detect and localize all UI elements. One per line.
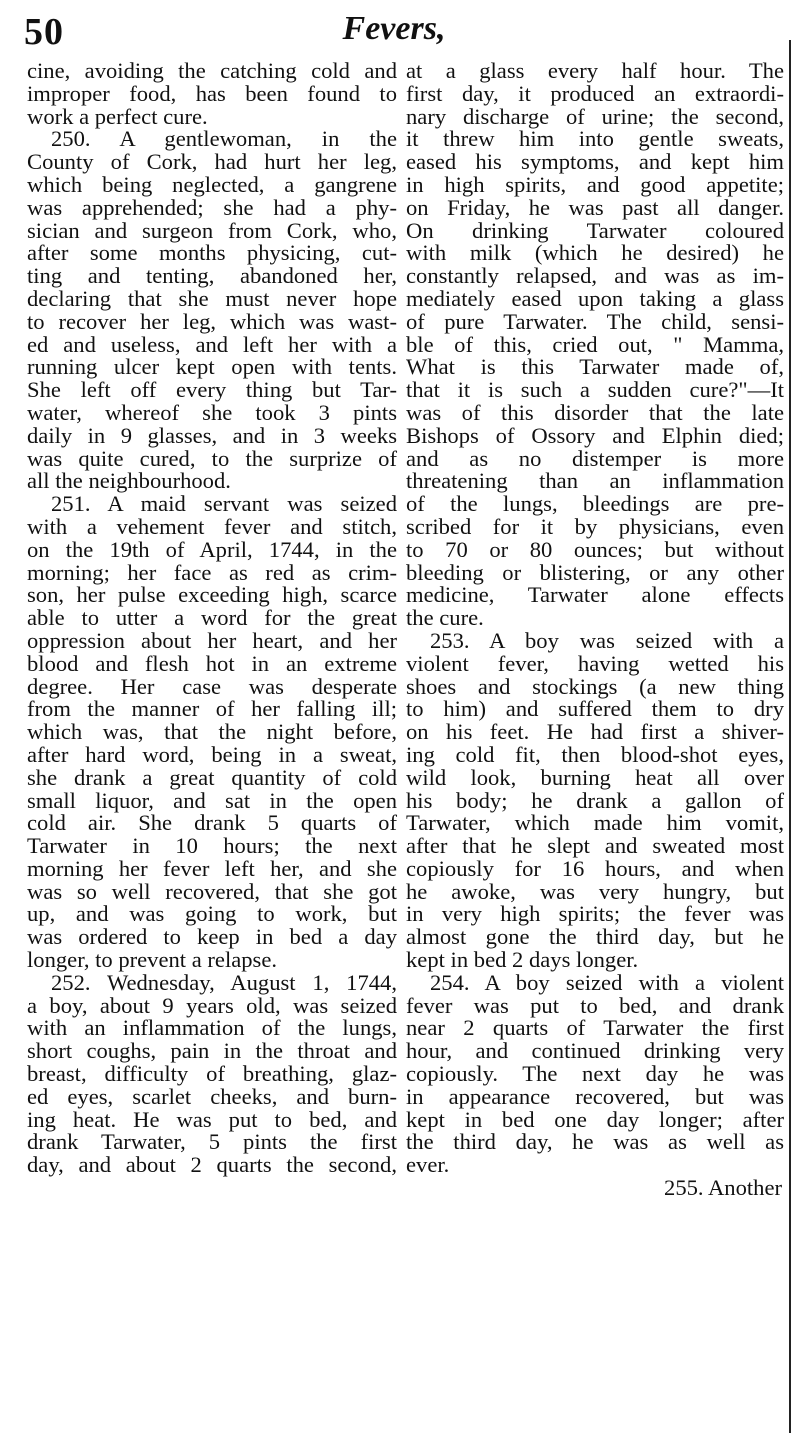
text-line: shoes and stockings (a new thing	[406, 673, 784, 699]
text-line: she drank a great quantity of cold	[27, 764, 397, 790]
text-line: She left off every thing but Tar-	[27, 377, 397, 403]
running-title: Fevers,	[342, 10, 446, 47]
text-line: he awoke, was very hungry, but	[406, 878, 784, 904]
text-line: in appearance recovered, but was	[406, 1083, 784, 1109]
text-line: after hard word, being in a sweat,	[27, 741, 397, 767]
text-line: What is this Tarwater made of,	[406, 354, 784, 380]
text-line: the cure.	[406, 605, 484, 631]
text-line: on the 19th of April, 1744, in the	[27, 536, 397, 562]
right-column	[406, 60, 784, 1200]
text-line: from the manner of her falling ill;	[27, 696, 397, 722]
text-line: kept in bed one day longer; after	[406, 1106, 784, 1132]
text-line: cold air. She drank 5 quarts of	[27, 810, 397, 836]
text-line: son, her pulse exceeding high, scarce	[27, 582, 397, 608]
text-line: declaring that she must never hope	[27, 285, 397, 311]
text-line: morning; her face as red as crim-	[27, 559, 397, 585]
text-line: ble of this, cried out, " Mamma,	[406, 331, 784, 357]
text-line: in very high spirits; the fever was	[406, 901, 784, 927]
text-line: threatening than an inflammation	[406, 468, 784, 494]
text-line: first day, it produced an extraordi-	[406, 80, 784, 106]
text-line: of pure Tarwater. The child, sensi-	[406, 308, 784, 334]
text-line: it threw him into gentle sweats,	[406, 126, 784, 152]
text-line: ting and tenting, abandoned her,	[27, 263, 397, 289]
text-line: his body; he drank a gallon of	[406, 787, 784, 813]
text-line: and as no distemper is more	[406, 445, 784, 471]
text-line: was so well recovered, that she got	[27, 878, 397, 904]
text-line: running ulcer kept open with tents.	[27, 354, 397, 380]
text-line: almost gone the third day, but he	[406, 924, 784, 950]
text-line: after that he slept and sweated most	[406, 833, 784, 859]
text-line: up, and was going to work, but	[27, 901, 397, 927]
text-line: to recover her leg, which was wast-	[27, 308, 397, 334]
text-line: improper food, has been found to	[27, 80, 397, 106]
text-line: wild look, burning heat all over	[406, 764, 784, 790]
text-line: fever was put to bed, and drank	[406, 992, 784, 1018]
text-line: was of this disorder that the late	[406, 399, 784, 425]
text-line: On drinking Tarwater coloured	[406, 217, 784, 243]
text-line: in high spirits, and good appetite;	[406, 171, 784, 197]
page-header	[24, 6, 764, 58]
text-line: ever.	[406, 1152, 450, 1178]
text-line: work a perfect cure.	[27, 103, 208, 129]
text-line: nary discharge of urine; the second,	[406, 103, 784, 129]
text-line: the third day, he was as well as	[406, 1129, 784, 1155]
text-line: ed and useless, and left her with a	[27, 331, 397, 357]
paragraph-start-254: 254. A boy seized with a violent	[430, 969, 784, 995]
text-line: degree. Her case was desperate	[27, 673, 397, 699]
text-line: with milk (which he desired) he	[406, 240, 784, 266]
text-line: medicine, Tarwater alone effects	[406, 582, 784, 608]
text-line: on Friday, he was past all danger.	[406, 194, 784, 220]
text-line: was quite cured, to the surprize of	[27, 445, 397, 471]
text-line: violent fever, having wetted his	[406, 650, 784, 676]
text-line: was ordered to keep in bed a day	[27, 924, 397, 950]
text-line: copiously. The next day he was	[406, 1061, 784, 1087]
text-line: sician and surgeon from Cork, who,	[27, 217, 397, 243]
text-line: of the lungs, bleedings are pre-	[406, 491, 784, 517]
text-line: on his feet. He had first a shiver-	[406, 719, 784, 745]
text-line: all the neighbourhood.	[27, 468, 231, 494]
text-line: short coughs, pain in the throat and	[27, 1038, 397, 1064]
paragraph-start-253: 253. A boy was seized with a	[430, 627, 784, 653]
text-line: small liquor, and sat in the open	[27, 787, 397, 813]
text-line: after some months physicing, cut-	[27, 240, 397, 266]
text-line: constantly relapsed, and was as im-	[406, 263, 784, 289]
text-line: longer, to prevent a relapse.	[27, 947, 278, 973]
text-line: which was, that the night before,	[27, 719, 397, 745]
text-line: breast, difficulty of breathing, glaz-	[27, 1061, 397, 1087]
text-line: daily in 9 glasses, and in 3 weeks	[27, 422, 397, 448]
text-line: hour, and continued drinking very	[406, 1038, 784, 1064]
text-line: mediately eased upon taking a glass	[406, 285, 784, 311]
text-line: day, and about 2 quarts the second,	[27, 1152, 397, 1178]
text-line: blood and flesh hot in an extreme	[27, 650, 397, 676]
text-line: kept in bed 2 days longer.	[406, 947, 639, 973]
catchword: 255. Another	[664, 1175, 782, 1201]
paragraph-start-251: 251. A maid servant was seized	[51, 491, 397, 517]
text-line: was apprehended; she had a phy-	[27, 194, 397, 220]
text-line: Bishops of Ossory and Elphin died;	[406, 422, 784, 448]
text-line: which being neglected, a gangrene	[27, 171, 397, 197]
text-line: with a vehement fever and stitch,	[27, 513, 397, 539]
text-line: oppression about her heart, and her	[27, 627, 397, 653]
text-line: bleeding or blistering, or any other	[406, 559, 784, 585]
text-line: at a glass every half hour. The	[406, 58, 784, 83]
text-line: Tarwater, which made him vomit,	[406, 810, 784, 836]
paragraph-start-250: 250. A gentlewoman, in the	[51, 126, 397, 152]
text-line: County of Cork, had hurt her leg,	[27, 149, 397, 175]
text-line: near 2 quarts of Tarwater the first	[406, 1015, 784, 1041]
text-line: ing cold fit, then blood-shot eyes,	[406, 741, 784, 767]
page-edge-rule	[789, 40, 791, 1433]
text-line: able to utter a word for the great	[27, 605, 397, 631]
left-column	[27, 60, 397, 1177]
text-line: Tarwater in 10 hours; the next	[27, 833, 397, 859]
text-line: scribed for it by physicians, even	[406, 513, 784, 539]
text-line: water, whereof she took 3 pints	[27, 399, 397, 425]
page-number: 50	[24, 11, 64, 53]
text-line: drank Tarwater, 5 pints the first	[27, 1129, 397, 1155]
text-line: copiously for 16 hours, and when	[406, 855, 784, 881]
paragraph-start-252: 252. Wednesday, August 1, 1744,	[51, 969, 397, 995]
text-line: to him) and suffered them to dry	[406, 696, 784, 722]
text-line: a boy, about 9 years old, was seized	[27, 992, 397, 1018]
text-line: cine, avoiding the catching cold and	[27, 58, 397, 83]
text-line: to 70 or 80 ounces; but without	[406, 536, 784, 562]
text-line: that it is such a sudden cure?"—It	[406, 377, 784, 403]
text-line: with an inflammation of the lungs,	[27, 1015, 397, 1041]
text-line: ed eyes, scarlet cheeks, and burn-	[27, 1083, 397, 1109]
text-line: ing heat. He was put to bed, and	[27, 1106, 397, 1132]
text-line: morning her fever left her, and she	[27, 855, 397, 881]
text-line: eased his symptoms, and kept him	[406, 149, 784, 175]
